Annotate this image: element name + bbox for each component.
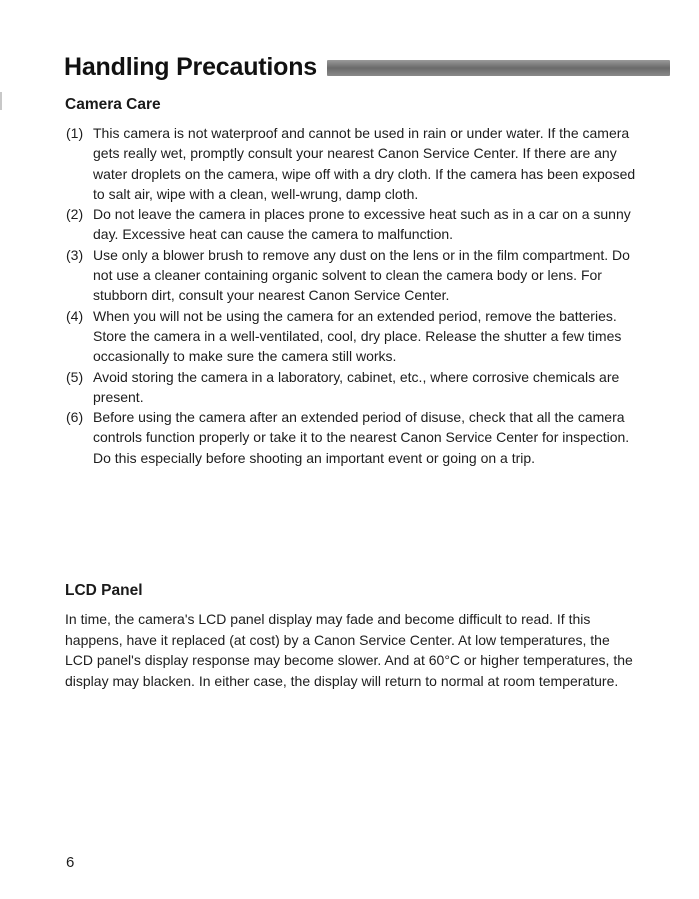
list-item: [66, 367, 638, 408]
list-item: [66, 123, 638, 204]
item-text: When you will not be using the camera for an extended period, remove the batteries. Store the camera in a well-ventilated, cool, dry place. Release the shutter a few times occasionally to make sure the camera still works.: [93, 307, 622, 365]
item-text: Before using the camera after an extended period of disuse, check that all the camera controls function properly or take it to the nearest Canon Service Center for inspection. Do this especially before shooting an important event or going on a trip.: [93, 409, 630, 466]
item-number: (3): [66, 246, 84, 263]
page-number: 6: [66, 854, 75, 871]
item-text: Use only a blower brush to remove any dust on the lens or in the film compartment. Do not use a cleaner containing organic solvent to clean the camera body or lens. For stubborn dirt, consult your nearest Canon Service Center.: [93, 246, 630, 304]
item-number: (1): [66, 125, 84, 141]
camera-care-heading: Camera Care: [65, 96, 161, 113]
title-rule-bar: [327, 60, 670, 76]
item-number: (6): [66, 409, 84, 426]
item-text: Avoid storing the camera in a laboratory, cabinet, etc., where corrosive chemicals are present.: [93, 368, 620, 405]
page-edge-mark: [0, 92, 2, 110]
item-number: (5): [66, 368, 84, 385]
list-item: [66, 407, 638, 468]
page-title: Handling Precautions: [64, 52, 317, 81]
item-text: This camera is not waterproof and cannot be used in rain or under water. If the camera gets really wet, promptly consult your nearest Canon Service Center. If there are any water droplets on the camera, wipe off with a dry cloth. If the camera has been exposed to salt air, wipe with a clean, well-wrung, damp cloth.: [93, 125, 636, 202]
lcd-panel-heading: LCD Panel: [65, 582, 143, 599]
item-number: (2): [66, 206, 84, 223]
item-number: (4): [66, 307, 84, 324]
list-item: [66, 245, 638, 306]
item-text: Do not leave the camera in places prone to excessive heat such as in a car on a sunny day. Excessive heat can cause the camera to malfunction.: [93, 206, 631, 243]
camera-care-list: [66, 123, 638, 468]
list-item: [66, 306, 638, 367]
title-row: [64, 50, 670, 84]
list-item: [66, 204, 638, 245]
lcd-panel-paragraph: In time, the camera's LCD panel display may fade and become difficult to read. If this happens, have it replaced (at cost) by a Canon Service Center. At low temperatures, the LCD panel's display response may become slower. And at 60°C or higher temperatures, the display may blacken. In either case, the display will return to normal at room temperature.: [65, 611, 633, 689]
